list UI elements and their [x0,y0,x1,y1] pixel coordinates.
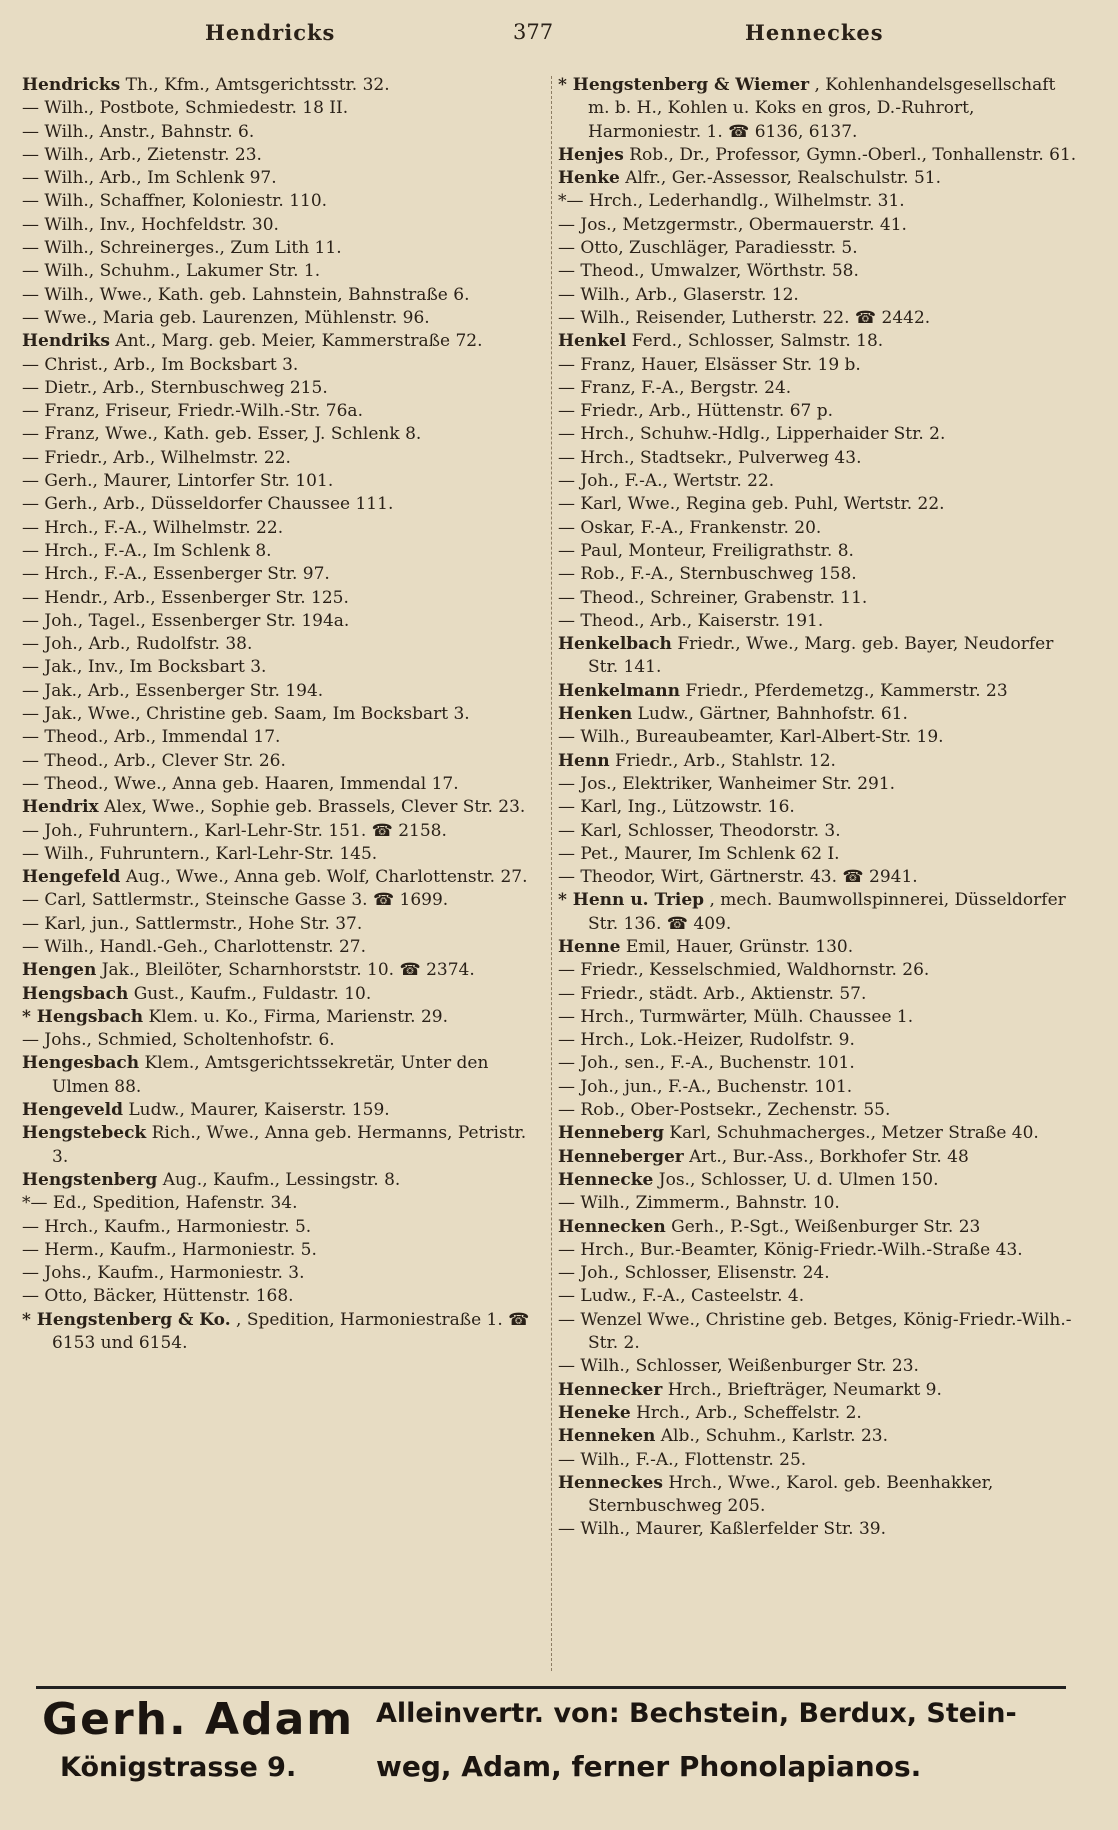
entry-surname: Henken [558,704,633,725]
entry-details: — Wilh., Anstr., Bahnstr. 6. [22,121,255,142]
directory-entry [22,843,542,866]
directory-entry [22,1099,542,1122]
directory-entry [558,703,1078,726]
entry-details: — Karl, Schlosser, Theodorstr. 3. [558,820,841,841]
directory-entry [22,913,542,936]
entry-details: Rich., Wwe., Anna geb. Hermanns, Petristr. 3. [52,1123,527,1167]
entry-details: — Hrch., Lok.-Heizer, Rudolfstr. 9. [558,1030,855,1051]
directory-entry [558,167,1078,190]
entry-surname: Henkelbach [558,634,672,655]
entry-details: Ludw., Gärtner, Bahnhofstr. 61. [637,704,908,725]
directory-entry [22,307,542,330]
page-number: 377 [513,20,554,44]
advertisement [36,1686,1066,1801]
entry-details: — Friedr., städt. Arb., Aktienstr. 57. [558,983,867,1004]
entry-surname: Hendrix [22,797,99,818]
directory-entry [22,190,542,213]
column-divider [551,76,552,1671]
directory-entry [22,750,542,773]
entry-details: — Jak., Arb., Essenberger Str. 194. [22,680,324,701]
entry-details: — Gerh., Arb., Düsseldorfer Chaussee 111. [22,494,394,515]
entry-details: — Hrch., F.-A., Wilhelmstr. 22. [22,517,284,538]
directory-entry [558,1169,1078,1192]
entry-details: — Theod., Arb., Clever Str. 26. [22,750,286,771]
directory-entry [558,1285,1078,1308]
entry-details: *— Hrch., Lederhandlg., Wilhelmstr. 31. [558,191,905,212]
directory-entry [22,1262,542,1285]
entry-details: — Christ., Arb., Im Bocksbart 3. [22,354,299,375]
ad-top-rule [36,1686,1066,1689]
directory-entry [558,423,1078,446]
directory-entry [22,703,542,726]
directory-entry [22,284,542,307]
entry-details: — Theod., Arb., Immendal 17. [22,727,281,748]
directory-entry [22,866,542,889]
directory-entry [558,1239,1078,1262]
entry-details: — Otto, Bäcker, Hüttenstr. 168. [22,1286,294,1307]
entry-details: — Paul, Monteur, Freiligrathstr. 8. [558,540,854,561]
entry-details: — Wilh., Schaffner, Koloniestr. 110. [22,191,328,212]
entry-details: — Wwe., Maria geb. Laurenzen, Mühlenstr. 96. [22,307,430,328]
entry-details: — Wilh., Maurer, Kaßlerfelder Str. 39. [558,1519,887,1540]
entry-details: Ant., Marg. geb. Meier, Kammerstraße 72. [115,331,483,352]
directory-entry [22,167,542,190]
entry-details: — Wilh., Arb., Im Schlenk 97. [22,168,277,189]
entry-details: Ludw., Maurer, Kaiserstr. 159. [128,1100,390,1121]
entry-details: — Johs., Schmied, Scholtenhofstr. 6. [22,1030,335,1051]
right-column [558,74,1078,1542]
directory-entry [558,1146,1078,1169]
directory-entry [558,820,1078,843]
directory-entry [22,377,542,400]
entry-details: Aug., Kaufm., Lessingstr. 8. [162,1169,401,1190]
entry-surname: Hengstenberg [22,1169,158,1190]
directory-entry [558,284,1078,307]
left-column [22,74,542,1355]
entry-details: — Karl, Wwe., Regina geb. Puhl, Wertstr. 22. [558,494,945,515]
entry-details: *— Ed., Spedition, Hafenstr. 34. [22,1193,298,1214]
directory-entry [22,1285,542,1308]
directory-entry [558,1076,1078,1099]
directory-entry [22,1192,542,1215]
entry-details: — Wilh., Fuhruntern., Karl-Lehr-Str. 145. [22,843,378,864]
ad-brand: Gerh. Adam [42,1694,355,1745]
entry-details: — Hrch., Schuhw.-Hdlg., Lipperhaider Str. 2. [558,424,946,445]
ad-line-1: Alleinvertr. von: Bechstein, Berdux, Stein- [376,1698,1017,1729]
directory-entry [22,587,542,610]
entry-details: — Theod., Arb., Kaiserstr. 191. [558,610,824,631]
entry-surname: Henjes [558,144,624,165]
directory-entry [22,1006,542,1029]
entry-details: Gerh., P.-Sgt., Weißenburger Str. 23 [671,1216,981,1237]
directory-entry [558,1402,1078,1425]
directory-entry [558,750,1078,773]
directory-entry [558,889,1078,936]
entry-details: Klem., Amtsgerichtssekretär, Unter den Ulmen 88. [52,1053,489,1097]
directory-entry [558,1099,1078,1122]
directory-entry [22,1216,542,1239]
entry-surname: Henneken [558,1426,656,1447]
entry-details: Alb., Schuhm., Karlstr. 23. [660,1426,888,1447]
directory-entry [558,144,1078,167]
directory-entry [22,726,542,749]
directory-entry [558,633,1078,680]
entry-details: — Ludw., F.-A., Casteelstr. 4. [558,1286,805,1307]
directory-entry [558,1449,1078,1472]
entry-details: Th., Kfm., Amtsgerichtsstr. 32. [125,75,390,95]
directory-entry [558,959,1078,982]
directory-entry [558,74,1078,144]
entry-details: , Spedition, Harmoniestraße 1. ☎ 6153 und 6154. [52,1309,530,1354]
directory-entry [558,680,1078,703]
directory-entry [22,936,542,959]
directory-entry [558,936,1078,959]
directory-entry [558,983,1078,1006]
directory-entry [22,447,542,470]
entry-details: — Oskar, F.-A., Frankenstr. 20. [558,517,822,538]
entry-details: — Wilh., Schreinerges., Zum Lith 11. [22,238,342,259]
directory-entry [22,260,542,283]
entry-details: — Joh., jun., F.-A., Buchenstr. 101. [558,1076,853,1097]
entry-surname: Hennecke [558,1169,654,1190]
directory-entry [558,260,1078,283]
entry-details: Hrch., Arb., Scheffelstr. 2. [636,1402,862,1423]
entry-details: — Jos., Elektriker, Wanheimer Str. 291. [558,773,896,794]
directory-entry [558,493,1078,516]
directory-entry [558,1309,1078,1356]
entry-details: — Karl, Ing., Lützowstr. 16. [558,797,795,818]
entry-details: — Pet., Maurer, Im Schlenk 62 I. [558,843,840,864]
entry-details: — Jos., Metzgermstr., Obermauerstr. 41. [558,214,907,235]
entry-details: Hrch., Briefträger, Neumarkt 9. [667,1379,942,1400]
directory-entry [558,307,1078,330]
directory-entry [558,773,1078,796]
directory-entry [22,796,542,819]
directory-entry [22,214,542,237]
directory-entry [558,1425,1078,1448]
entry-details: — Wilh., Zimmerm., Bahnstr. 10. [558,1193,840,1214]
entry-details: — Wilh., Arb., Zietenstr. 23. [22,144,262,165]
entry-details: — Wilh., Bureaubeamter, Karl-Albert-Str. 19. [558,727,944,748]
entry-surname: Hennecken [558,1216,666,1237]
directory-entry [22,1169,542,1192]
entry-details: Jos., Schlosser, U. d. Ulmen 150. [658,1169,939,1190]
directory-entry [558,1192,1078,1215]
directory-entry [558,237,1078,260]
entry-details: — Franz, Hauer, Elsässer Str. 19 b. [558,354,861,375]
entry-details: — Carl, Sattlermstr., Steinsche Gasse 3. ☎ 1699. [22,890,449,911]
directory-entry [558,1052,1078,1075]
entry-details: — Hrch., F.-A., Im Schlenk 8. [22,540,272,561]
directory-entry [22,470,542,493]
entry-surname: Henn [558,750,610,771]
entry-details: — Rob., F.-A., Sternbuschweg 158. [558,564,857,585]
directory-entry [22,1122,542,1169]
directory-entry [22,656,542,679]
entry-details: — Hrch., Bur.-Beamter, König-Friedr.-Wilh.-Straße 43. [558,1239,1023,1260]
directory-entry [22,493,542,516]
entry-details: — Friedr., Kesselschmied, Waldhornstr. 26. [558,960,930,981]
entry-details: — Wilh., Postbote, Schmiedestr. 18 II. [22,98,349,119]
entry-details: — Hrch., Turmwärter, Mülh. Chaussee 1. [558,1006,914,1027]
entry-surname: Hengesbach [22,1053,140,1074]
directory-entry [22,423,542,446]
entry-details: — Hendr., Arb., Essenberger Str. 125. [22,587,349,608]
directory-entry [558,540,1078,563]
entry-details: — Joh., Schlosser, Elisenstr. 24. [558,1263,830,1284]
entry-details: — Franz, Friseur, Friedr.-Wilh.-Str. 76a. [22,401,363,422]
entry-details: Ferd., Schlosser, Salmstr. 18. [631,331,884,352]
entry-details: — Hrch., Kaufm., Harmoniestr. 5. [22,1216,312,1237]
directory-entry [558,447,1078,470]
directory-entry [558,190,1078,213]
entry-details: — Herm., Kaufm., Harmoniestr. 5. [22,1239,317,1260]
entry-details: Aug., Wwe., Anna geb. Wolf, Charlottenstr. 27. [125,867,528,888]
directory-entry [22,633,542,656]
entry-details: Emil, Hauer, Grünstr. 130. [625,936,854,957]
directory-entry [558,1472,1078,1519]
entry-surname: Henneckes [558,1472,663,1493]
directory-entry [558,517,1078,540]
entry-surname: Hennecker [558,1379,663,1400]
directory-entry [558,610,1078,633]
entry-surname: Henkel [558,331,627,352]
entry-details: — Theod., Wwe., Anna geb. Haaren, Immendal 17. [22,773,459,794]
directory-entry [558,587,1078,610]
entry-surname: * Hengsbach [22,1006,144,1027]
entry-details: — Friedr., Arb., Hüttenstr. 67 p. [558,401,834,422]
entry-details: — Wilh., F.-A., Flottenstr. 25. [558,1449,807,1470]
entry-surname: Hengen [22,960,97,981]
entry-details: , Kohlenhandelsgesellschaft m. b. H., Kohlen u. Koks en gros, D.-Ruhrort, Harmoniestr. 1. ☎ 6136, 6137. [588,75,1056,142]
directory-entry [558,1262,1078,1285]
entry-details: Jak., Bleilöter, Scharnhorststr. 10. ☎ 2374. [101,960,475,981]
directory-entry [22,237,542,260]
directory-entry [22,330,542,353]
entry-details: — Joh., Fuhruntern., Karl-Lehr-Str. 151. ☎ 2158. [22,820,447,841]
entry-details: — Wilh., Schlosser, Weißenburger Str. 23. [558,1356,919,1377]
directory-entry [22,820,542,843]
entry-details: — Theod., Umwalzer, Wörthstr. 58. [558,261,859,282]
entry-surname: Hengefeld [22,867,121,888]
entry-details: — Gerh., Maurer, Lintorfer Str. 101. [22,471,334,492]
entry-details: — Wilh., Arb., Glaserstr. 12. [558,284,799,305]
directory-entry [558,354,1078,377]
directory-entry [558,214,1078,237]
directory-entry [22,121,542,144]
entry-details: — Franz, Wwe., Kath. geb. Esser, J. Schlenk 8. [22,424,422,445]
entry-surname: Hengstebeck [22,1123,147,1144]
entry-details: — Wilh., Inv., Hochfeldstr. 30. [22,214,279,235]
directory-entry [22,1029,542,1052]
directory-entry [558,1006,1078,1029]
entry-details: Art., Bur.-Ass., Borkhofer Str. 48 [689,1146,969,1167]
entry-surname: Hendriks [22,331,110,352]
directory-entry [22,983,542,1006]
directory-entry [558,400,1078,423]
entry-details: — Wilh., Handl.-Geh., Charlottenstr. 27. [22,936,367,957]
directory-entry [22,1052,542,1099]
entry-surname: Henne [558,936,621,957]
directory-entry [558,1379,1078,1402]
entry-details: — Joh., F.-A., Wertstr. 22. [558,471,775,492]
entry-details: Friedr., Pferdemetzg., Kammerstr. 23 [685,680,1008,701]
entry-surname: * Henn u. Triep [558,890,705,911]
entry-details: — Otto, Zuschläger, Paradiesstr. 5. [558,238,858,259]
directory-entry [22,959,542,982]
entry-details: — Rob., Ober-Postsekr., Zechenstr. 55. [558,1100,891,1121]
entry-surname: * Hengstenberg & Wiemer [558,75,810,95]
entry-details: — Wilh., Reisender, Lutherstr. 22. ☎ 2442. [558,307,931,328]
directory-entry [22,610,542,633]
header-right-keyword: Henneckes [745,20,884,45]
header-left-keyword: Hendricks [205,20,336,45]
directory-entry [558,330,1078,353]
entry-surname: Henke [558,168,620,189]
entry-details: Rob., Dr., Professor, Gymn.-Oberl., Tonhallenstr. 61. [629,144,1077,165]
directory-entry [558,1122,1078,1145]
directory-entry [558,1518,1078,1541]
entry-details: , mech. Baumwollspinnerei, Düsseldorfer Str. 136. ☎ 409. [588,890,1066,934]
directory-entry [558,563,1078,586]
entry-surname: Heneke [558,1402,631,1423]
entry-surname: Hengeveld [22,1100,123,1121]
entry-surname: Hendricks [22,75,121,95]
entry-details: — Hrch., F.-A., Essenberger Str. 97. [22,564,330,585]
entry-details: Friedr., Wwe., Marg. geb. Bayer, Neudorfer Str. 141. [588,634,1054,678]
directory-entry [558,470,1078,493]
entry-details: — Wilh., Schuhm., Lakumer Str. 1. [22,261,321,282]
directory-entry [22,1309,542,1356]
directory-entry [558,796,1078,819]
directory-entry [558,726,1078,749]
entry-details: Gust., Kaufm., Fuldastr. 10. [133,983,372,1004]
directory-entry [558,1029,1078,1052]
directory-entry [22,773,542,796]
directory-entry [22,680,542,703]
entry-details: — Friedr., Arb., Wilhelmstr. 22. [22,447,291,468]
page-header [0,20,1118,54]
entry-details: — Wilh., Wwe., Kath. geb. Lahnstein, Bahnstraße 6. [22,284,470,305]
directory-entry [558,866,1078,889]
directory-entry [22,889,542,912]
directory-entry [22,517,542,540]
ad-address: Königstrasse 9. [60,1752,297,1783]
entry-surname: Henneberg [558,1123,664,1144]
entry-surname: Hengsbach [22,983,129,1004]
entry-details: — Joh., sen., F.-A., Buchenstr. 101. [558,1053,855,1074]
entry-surname: Henneberger [558,1146,684,1167]
directory-entry [22,400,542,423]
directory-entry [22,540,542,563]
entry-details: — Franz, F.-A., Bergstr. 24. [558,377,792,398]
directory-entry [558,843,1078,866]
directory-entry [22,1239,542,1262]
entry-details: — Dietr., Arb., Sternbuschweg 215. [22,377,328,398]
directory-entry [22,144,542,167]
entry-details: — Joh., Tagel., Essenberger Str. 194a. [22,610,350,631]
directory-entry [558,1355,1078,1378]
entry-details: Alfr., Ger.-Assessor, Realschulstr. 51. [625,168,941,189]
entry-surname: * Hengstenberg & Ko. [22,1309,231,1330]
entry-details: — Jak., Wwe., Christine geb. Saam, Im Bocksbart 3. [22,704,470,725]
entry-details: — Joh., Arb., Rudolfstr. 38. [22,634,253,655]
directory-entry [22,354,542,377]
directory-entry [22,563,542,586]
directory-entry [22,97,542,120]
entry-details: Klem. u. Ko., Firma, Marienstr. 29. [148,1006,448,1027]
entry-details: Karl, Schuhmacherges., Metzer Straße 40. [669,1123,1039,1144]
entry-details: Hrch., Wwe., Karol. geb. Beenhakker, Sternbuschweg 205. [588,1472,994,1517]
entry-details: Alex, Wwe., Sophie geb. Brassels, Clever Str. 23. [104,797,526,818]
entry-details: Friedr., Arb., Stahlstr. 12. [615,750,836,771]
entry-details: — Theod., Schreiner, Grabenstr. 11. [558,587,868,608]
ad-line-2: weg, Adam, ferner Phonolapianos. [376,1750,922,1783]
entry-details: — Hrch., Stadtsekr., Pulverweg 43. [558,447,862,468]
entry-details: — Karl, jun., Sattlermstr., Hohe Str. 37. [22,913,363,934]
directory-entry [558,1216,1078,1239]
entry-details: — Wenzel Wwe., Christine geb. Betges, König-Friedr.-Wilh.-Str. 2. [558,1309,1072,1354]
entry-details: — Johs., Kaufm., Harmoniestr. 3. [22,1263,305,1284]
directory-entry [558,377,1078,400]
directory-entry [22,74,542,97]
entry-surname: Henkelmann [558,680,681,701]
entry-details: — Jak., Inv., Im Bocksbart 3. [22,657,267,678]
entry-details: — Theodor, Wirt, Gärtnerstr. 43. ☎ 2941. [558,867,918,888]
